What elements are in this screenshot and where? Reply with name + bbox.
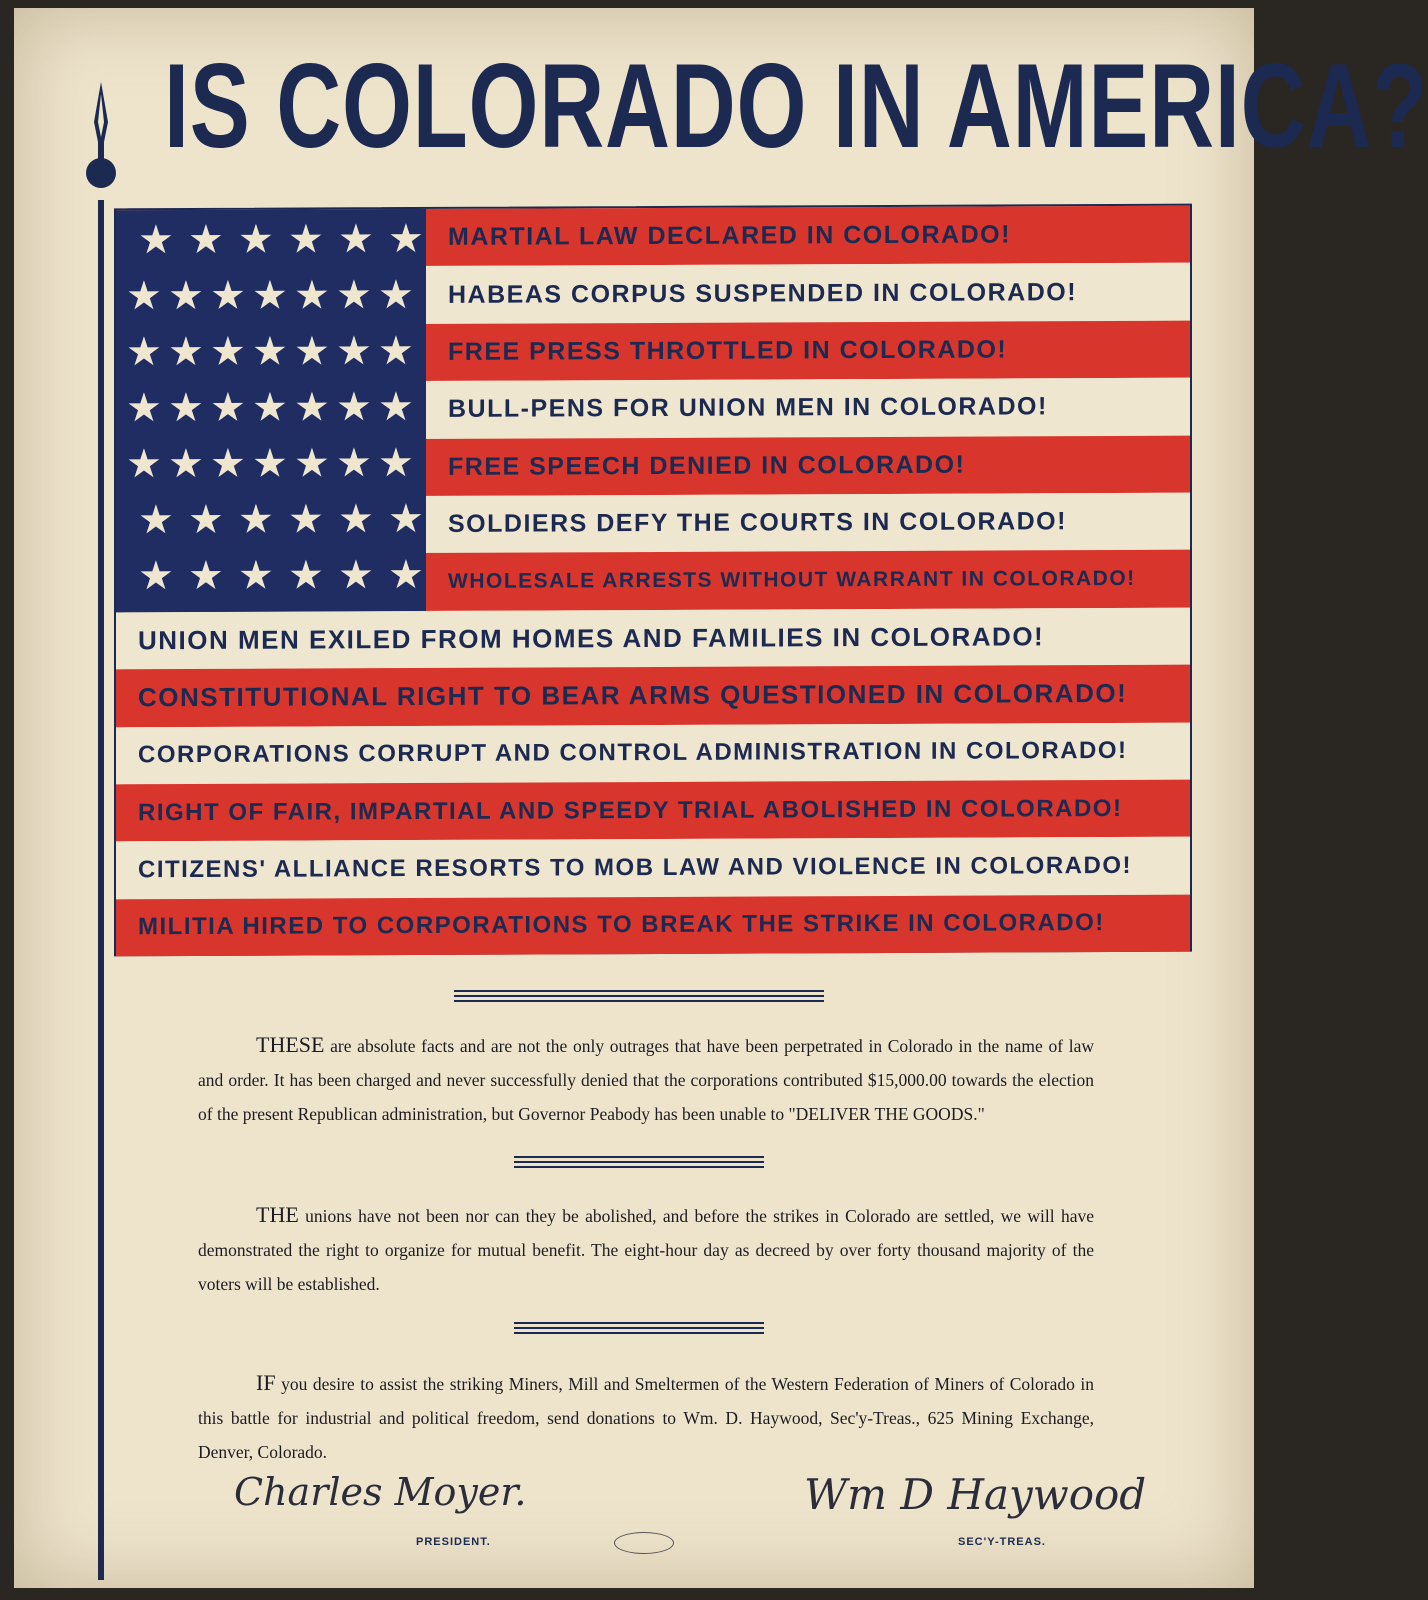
flag-star-icon: ★	[138, 497, 174, 544]
signature-president: Charles Moyer.	[234, 1470, 527, 1514]
flag-star-icon: ★	[294, 384, 330, 431]
flag-line: RIGHT OF FAIR, IMPARTIAL AND SPEEDY TRIAL ABOLISHED IN COLORADO!	[138, 794, 1123, 826]
poster-headline: IS COLORADO IN AMERICA?	[164, 39, 1428, 173]
flag-star-icon: ★	[388, 495, 424, 543]
poster	[14, 8, 1428, 1588]
flag-star-icon: ★	[252, 384, 288, 431]
flag-line: HABEAS CORPUS SUSPENDED IN COLORADO!	[448, 277, 1078, 309]
flag-line: CORPORATIONS CORRUPT AND CONTROL ADMINISTRATION IN COLORADO!	[138, 737, 1128, 769]
flag-star-icon: ★	[338, 496, 374, 543]
flag-star-icon: ★	[168, 384, 204, 432]
flagpole	[98, 200, 104, 1580]
union-label-icon	[614, 1532, 674, 1554]
signature-title-secretary: SEC'Y-TREAS.	[958, 1536, 1046, 1548]
flag-star-icon: ★	[378, 272, 414, 319]
flag-line: CONSTITUTIONAL RIGHT TO BEAR ARMS QUESTIONED IN COLORADO!	[138, 678, 1128, 713]
flag-star-icon: ★	[126, 273, 162, 320]
flag-star-icon: ★	[378, 384, 414, 431]
flag-star-icon: ★	[238, 552, 274, 599]
flag-star-icon: ★	[388, 551, 424, 599]
flag-star-icon: ★	[252, 272, 288, 319]
flag-star-icon: ★	[168, 440, 204, 488]
flag-star-icon: ★	[288, 496, 324, 543]
paragraph-donations	[198, 1366, 1094, 1469]
flag-line: SOLDIERS DEFY THE COURTS IN COLORADO!	[448, 507, 1067, 539]
flag-stripe	[116, 837, 1190, 899]
flag-star-icon: ★	[126, 385, 162, 432]
paragraph-body: you desire to assist the striking Miners, Mill and Smeltermen of the Western Federation of Miners of Colorado in this battle for industrial and political freedom, send donations to Wm. D. Haywood, Sec'y-Treas., 625 Mining Exchange, Denver, Colorado.	[198, 1374, 1094, 1462]
paragraph-lead: IF	[256, 1370, 276, 1395]
flag-star-icon: ★	[138, 217, 174, 264]
flagpole-ball	[86, 158, 116, 188]
flag-line: FREE PRESS THROTTLED IN COLORADO!	[448, 335, 1008, 366]
american-flag	[114, 204, 1192, 957]
flag-stripe	[116, 780, 1190, 842]
divider-rule	[454, 990, 824, 1002]
flag-star-icon: ★	[210, 440, 246, 487]
paragraph-lead: THE	[256, 1202, 299, 1227]
flag-star-icon: ★	[338, 552, 374, 599]
flag-star-icon: ★	[210, 384, 246, 431]
flag-star-icon: ★	[378, 328, 414, 375]
paragraph-body: unions have not been nor can they be abolished, and before the strikes in Colorado are settled, we will have demonstrated the right to organize for mutual benefit. The eight-hour day as decreed by over forty thousand majority of the voters will be established.	[198, 1206, 1094, 1294]
flag-star-icon: ★	[252, 440, 288, 487]
flag-star-icon: ★	[188, 496, 224, 544]
flag-stripe	[116, 607, 1190, 669]
flag-line: MILITIA HIRED TO CORPORATIONS TO BREAK THE STRIKE IN COLORADO!	[138, 909, 1105, 941]
flag-star-icon: ★	[336, 440, 372, 487]
signature-secretary: Wm D Haywood	[804, 1470, 1147, 1519]
flag-line: MARTIAL LAW DECLARED IN COLORADO!	[448, 220, 1011, 252]
flag-star-icon: ★	[336, 272, 372, 319]
flag-line: WHOLESALE ARRESTS WITHOUT WARRANT IN COLORADO!	[448, 566, 1136, 593]
paragraph-lead: THESE	[256, 1032, 325, 1057]
flag-star-icon: ★	[388, 215, 424, 263]
divider-rule	[514, 1322, 764, 1334]
paragraph-unions	[198, 1198, 1094, 1301]
flag-star-icon: ★	[378, 440, 414, 487]
flag-stripe	[116, 722, 1190, 784]
flag-star-icon: ★	[210, 328, 246, 375]
flag-star-icon: ★	[336, 384, 372, 431]
flag-star-icon: ★	[126, 441, 162, 488]
flag-star-icon: ★	[238, 216, 274, 263]
flag-stripe	[116, 665, 1190, 727]
flag-line: CITIZENS' ALLIANCE RESORTS TO MOB LAW AND VIOLENCE IN COLORADO!	[138, 851, 1132, 884]
flag-star-icon: ★	[188, 552, 224, 600]
flag-star-icon: ★	[294, 440, 330, 487]
paragraph-facts	[198, 1028, 1094, 1131]
flag-stripe	[116, 894, 1190, 956]
flag-star-icon: ★	[288, 552, 324, 599]
flag-line: FREE SPEECH DENIED IN COLORADO!	[448, 450, 966, 481]
signature-title-president: PRESIDENT.	[416, 1536, 491, 1548]
flag-line: BULL-PENS FOR UNION MEN IN COLORADO!	[448, 392, 1048, 424]
flag-star-icon: ★	[168, 328, 204, 376]
flag-line: UNION MEN EXILED FROM HOMES AND FAMILIES IN COLORADO!	[138, 621, 1045, 656]
flag-star-icon: ★	[338, 216, 374, 263]
flag-star-icon: ★	[210, 272, 246, 319]
flag-star-icon: ★	[288, 216, 324, 263]
flag-star-icon: ★	[294, 272, 330, 319]
flag-star-icon: ★	[238, 496, 274, 543]
flag-star-icon: ★	[188, 216, 224, 264]
flag-star-icon: ★	[294, 328, 330, 375]
flag-star-icon: ★	[168, 272, 204, 320]
flag-star-icon: ★	[252, 328, 288, 375]
flag-star-icon: ★	[138, 553, 174, 600]
flag-canton	[116, 209, 426, 612]
paragraph-body: are absolute facts and are not the only outrages that have been perpetrated in Colorado in the name of law and order. It has been charged and never successfully denied that the corporations contributed $15,000.00 towards the election of the present Republican administration, but Governor Peabody has been unable to "DELIVER THE GOODS."	[198, 1036, 1094, 1124]
flag-star-icon: ★	[126, 329, 162, 376]
flag-star-icon: ★	[336, 328, 372, 375]
divider-rule	[514, 1156, 764, 1168]
